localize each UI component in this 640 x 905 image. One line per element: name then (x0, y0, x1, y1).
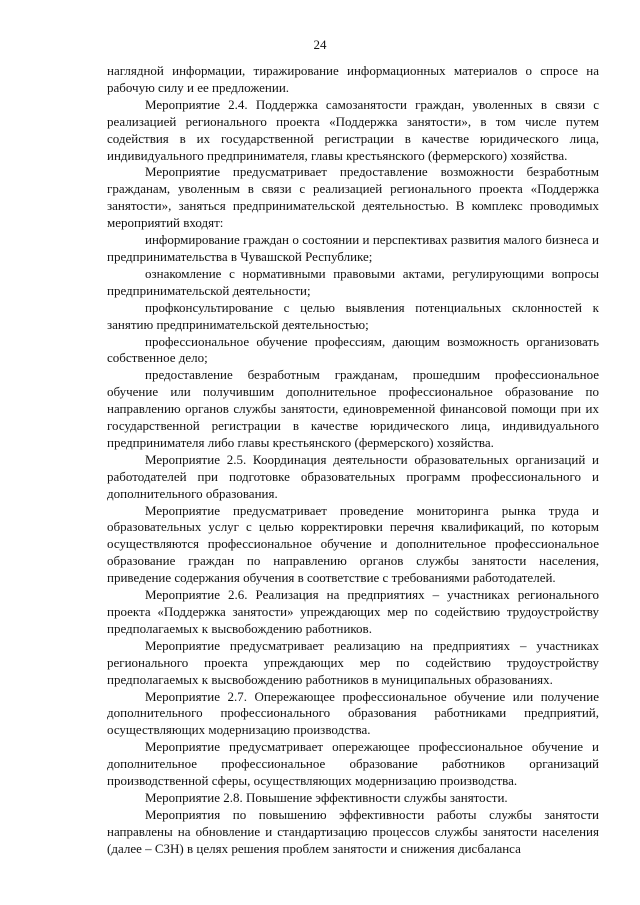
paragraph-continuation: наглядной информации, тиражирование информационных материалов о спросе на рабочую силу и ее предложении. (107, 63, 599, 95)
document-body (107, 63, 599, 858)
paragraph-measure-2-7: Мероприятие 2.7. Опережающее профессиональное обучение или получение дополнительного профессионального образования работниками предприятий, осуществляющих модернизацию производства. (107, 688, 599, 738)
paragraph-measure-2-8: Мероприятие 2.8. Повышение эффективности службы занятости. (145, 789, 508, 805)
list-item: профконсультирование с целью выявления потенциальных склонностей к занятию предпринимательской деятельностью; (107, 299, 599, 332)
paragraph-measure-2-4: Мероприятие 2.4. Поддержка самозанятости граждан, уволенных в связи с реализацией регионального проекта «Поддержка занятости», в том числе путем содействия в их государственной регистрации в качестве юридического лица, индивидуального предпринимателя, главы крестьянского (фермерского) хозяйства. (107, 96, 599, 163)
list-item: предоставление безработным гражданам, прошедшим профессиональное обучение или получившим дополнительное профессиональное образование по направлению органов службы занятости, единовременной финансовой помощи при их государственной регистрации в качестве юридического лица, индивидуального предпринимателя либо главы крестьянского (фермерского) хозяйства. (107, 367, 599, 450)
list-item: ознакомление с нормативными правовыми актами, регулирующими вопросы предпринимательской деятельности; (107, 265, 599, 298)
list-item: информирование граждан о состоянии и перспективах развития малого бизнеса и предпринимательства в Чувашской Республике; (107, 232, 599, 264)
paragraph: Мероприятие предусматривает предоставление возможности безработным гражданам, уволенным в связи с реализацией регионального проекта «Поддержка занятости», заняться предпринимательской деятельностью. В комплекс проводимых мероприятий входят: (107, 164, 599, 231)
page-number: 24 (313, 37, 327, 52)
paragraph: Мероприятие предусматривает опережающее профессиональное обучение и дополнительное профессиональное образование работников организаций производственной сферы, осуществляющих модернизацию производства. (107, 739, 599, 789)
paragraph-measure-2-6: Мероприятие 2.6. Реализация на предприятиях – участниках регионального проекта «Поддержка занятости» упреждающих мер по содействию трудоустройству предполагаемых к высвобождению работников. (107, 587, 599, 636)
paragraph-measure-2-5: Мероприятие 2.5. Координация деятельности образовательных организаций и работодателей при подготовке образовательных программ профессионального и дополнительного образования. (107, 451, 599, 501)
paragraph: Мероприятие предусматривает проведение мониторинга рынка труда и образовательных услуг с целью корректировки перечня квалификаций, по которым осуществляются профессиональное обучение и дополнительное профессиональное образование граждан по направлению органов службы занятости населения, приведение содержания обучения в соответствие с требованиями работодателей. (107, 502, 599, 586)
paragraph: Мероприятие предусматривает реализацию на предприятиях – участниках регионального проекта упреждающих мер по содействию трудоустройству предполагаемых к высвобождению работников в муниципальных образованиях. (107, 637, 599, 687)
list-item: профессиональное обучение профессиям, дающим возможность организовать собственное дело; (107, 333, 599, 366)
paragraph: Мероприятия по повышению эффективности работы службы занятости направлены на обновление и стандартизацию процессов службы занятости населения (далее – СЗН) в целях решения проблем занятости и снижения дисбаланса (107, 806, 599, 856)
